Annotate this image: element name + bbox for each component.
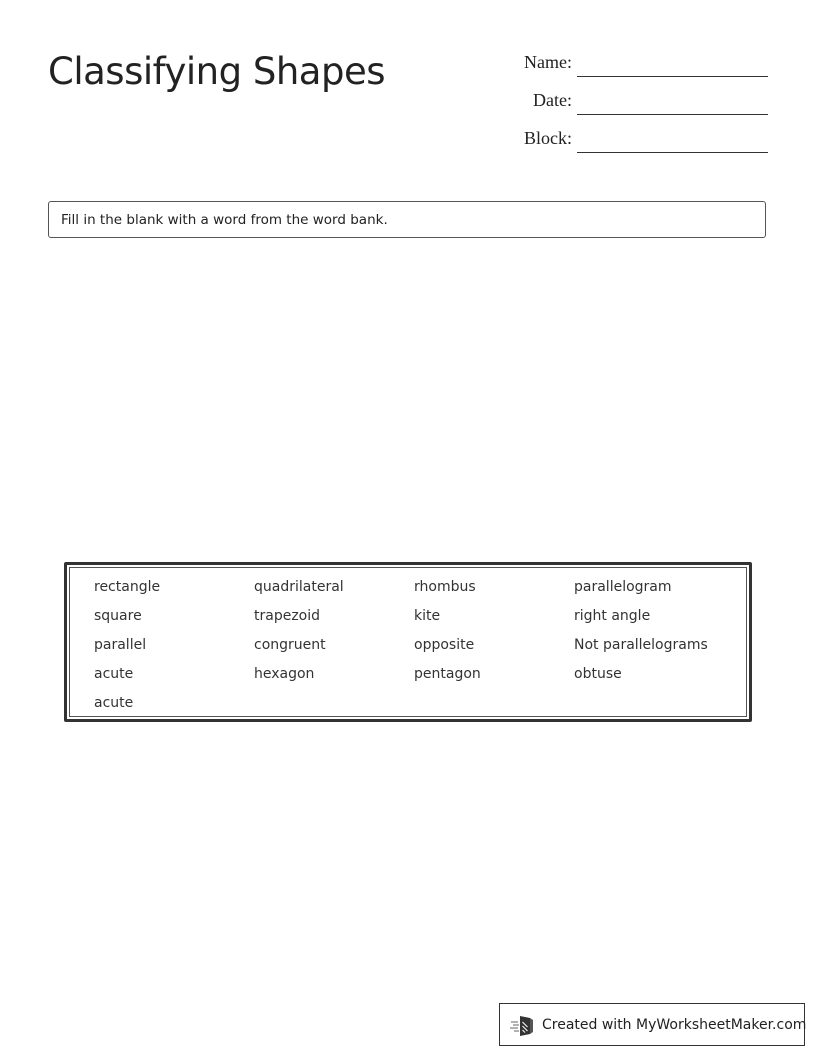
word-bank-grid: [94, 576, 746, 721]
word-bank-item: Not parallelograms: [574, 637, 708, 653]
word-bank-item: opposite: [414, 637, 475, 653]
date-field[interactable]: [500, 90, 770, 128]
block-blank-line[interactable]: [577, 152, 768, 153]
page-title: Classifying Shapes: [48, 50, 386, 93]
name-field[interactable]: [500, 52, 770, 90]
date-label: Date:: [533, 90, 572, 110]
word-bank-item: kite: [414, 608, 441, 624]
word-bank-item: trapezoid: [254, 608, 321, 624]
student-info-fields: [500, 52, 770, 166]
name-blank-line[interactable]: [577, 76, 768, 77]
worksheet-maker-logo-icon: [510, 1013, 536, 1037]
word-bank-item: parallel: [94, 637, 147, 653]
word-bank-item: obtuse: [574, 666, 622, 682]
name-label: Name:: [524, 52, 572, 72]
word-bank: [64, 562, 752, 722]
word-bank-item: acute: [94, 666, 134, 682]
word-bank-item: right angle: [574, 608, 651, 624]
word-bank-item: quadrilateral: [254, 579, 344, 595]
word-bank-item: rectangle: [94, 579, 161, 595]
word-bank-item: pentagon: [414, 666, 481, 682]
word-bank-item: square: [94, 608, 142, 624]
word-bank-item: acute: [94, 695, 134, 711]
word-bank-item: parallelogram: [574, 579, 672, 595]
word-bank-item: hexagon: [254, 666, 315, 682]
instructions-text: Fill in the blank with a word from the word bank.: [61, 211, 388, 228]
footer-credit-text[interactable]: Created with MyWorksheetMaker.com: [542, 1016, 807, 1033]
word-bank-item: rhombus: [414, 579, 476, 595]
date-blank-line[interactable]: [577, 114, 768, 115]
word-bank-item: congruent: [254, 637, 326, 653]
block-field[interactable]: [500, 128, 770, 166]
block-label: Block:: [524, 128, 572, 148]
footer-credit-badge[interactable]: [499, 1003, 805, 1046]
instructions-box: [48, 201, 766, 238]
word-bank-inner: [69, 567, 747, 717]
